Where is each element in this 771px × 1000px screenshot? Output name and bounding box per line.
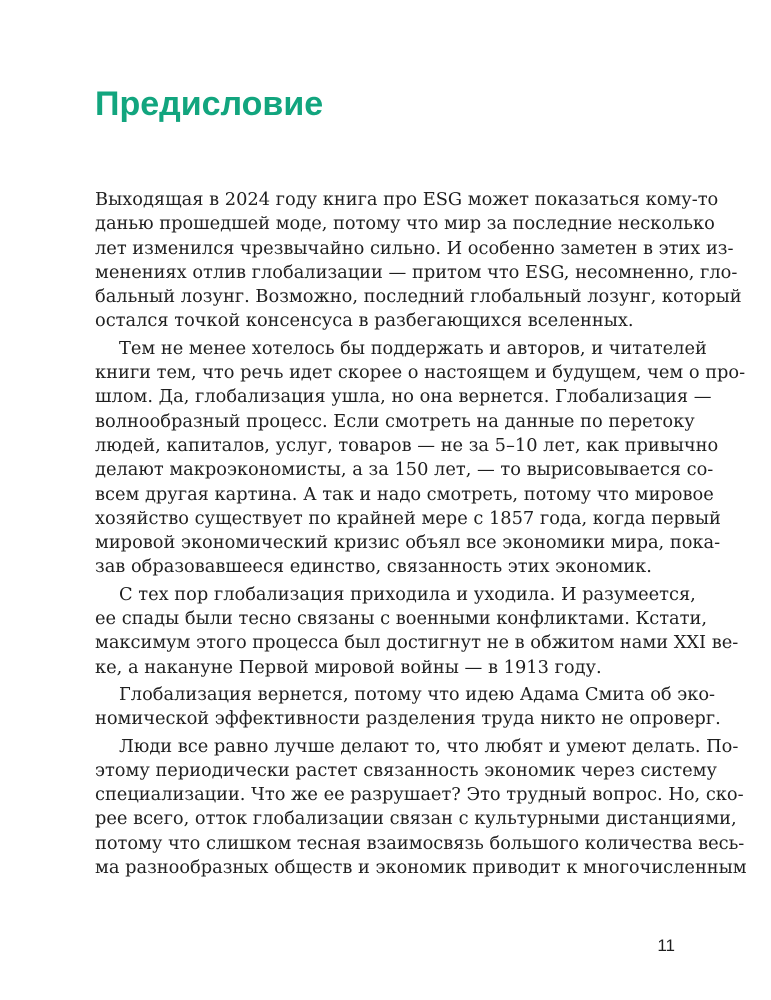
text-line: максимум этого процесса был достигнут не в обжитом нами XXI ве- [95,632,739,654]
text-line: лет изменился чрезвычайно сильно. И особенно заметен в этих из- [95,237,734,259]
text-line: делают макроэкономисты, а за 150 лет, — то вырисовывается со- [95,459,714,481]
paragraph-1 [95,188,742,334]
paragraph-5 [95,735,747,881]
paragraph-2 [95,337,746,580]
text-line: волнообразный процесс. Если смотреть на данные по перетоку [95,410,695,432]
text-line: С тех пор глобализация приходила и уходила. И разумеется, [119,583,696,605]
text-line: остался точкой консенсуса в разбегающихся вселенных. [95,310,634,332]
text-line: этому периодически растет связанность экономик через систему [95,759,717,781]
paragraph-4 [95,683,721,732]
text-line: номической эффективности разделения труда никто не опроверг. [95,708,721,730]
text-line: хозяйство существует по крайней мере с 1857 года, когда первый [95,507,721,529]
body-text [95,188,747,883]
text-line: мировой экономический кризис объял все экономики мира, пока- [95,532,721,554]
text-line: всем другая картина. А так и надо смотреть, потому что мировое [95,483,714,505]
paragraph-3 [95,583,739,680]
text-line: специализации. Что же ее разрушает? Это трудный вопрос. Но, ско- [95,784,744,806]
text-line: шлом. Да, глобализация ушла, но она вернется. Глобализация — [95,386,712,408]
text-line: ма разнообразных обществ и экономик приводит к многочисленным [95,857,747,879]
text-line: Выходящая в 2024 году книга про ESG может показаться кому-то [95,189,719,210]
text-line: Глобализация вернется, потому что идею Адама Смита об эко- [119,683,716,705]
text-line: Тем не менее хотелось бы поддержать и авторов, и читателей [119,337,707,359]
text-line: потому что слишком тесная взаимосвязь большого количества весь- [95,832,745,854]
page-number: 11 [657,936,675,955]
text-line: зав образовавшееся единство, связанность этих экономик. [95,556,652,578]
text-line: рее всего, отток глобализации связан с культурными дистанциями, [95,808,737,830]
text-line: Люди все равно лучше делают то, что любят и умеют делать. По- [119,735,739,757]
text-line: бальный лозунг. Возможно, последний глобальный лозунг, который [95,286,742,308]
text-line: данью прошедшей моде, потому что мир за последние несколько [95,213,715,235]
chapter-title: Предисловие [95,85,324,123]
text-line: людей, капиталов, услуг, товаров — не за 5–10 лет, как привычно [95,434,719,456]
text-line: менениях отлив глобализации — притом что ESG, несомненно, гло- [95,261,738,283]
text-line: ее спады были тесно связаны с военными конфликтами. Кстати, [95,608,707,630]
text-line: ке, а накануне Первой мировой войны — в 1913 году. [95,656,602,678]
text-line: книги тем, что речь идет скорее о настоящем и будущем, чем о про- [95,362,746,384]
